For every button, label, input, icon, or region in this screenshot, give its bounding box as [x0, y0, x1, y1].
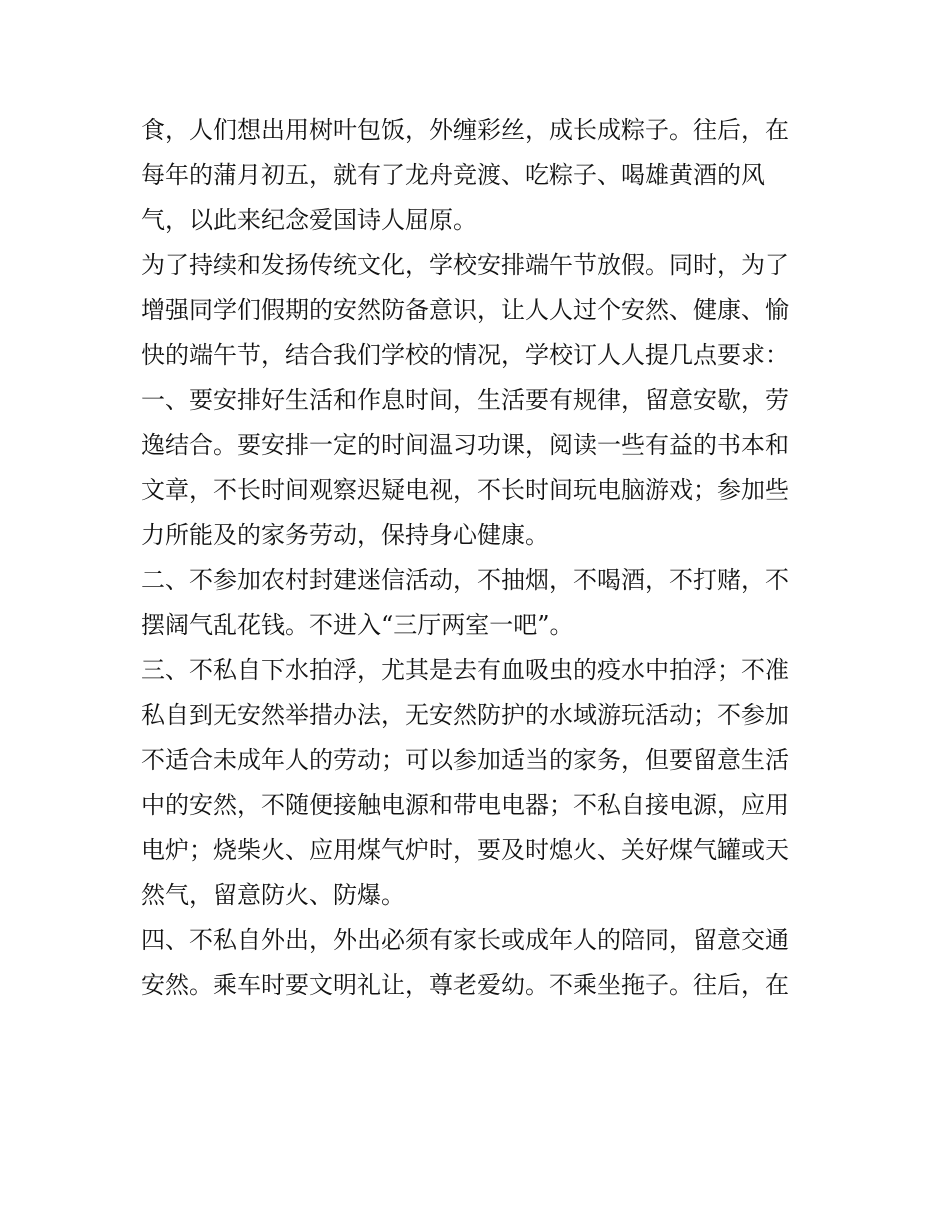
text-line: 三、不私自下水拍浮，尤其是去有血吸虫的疫水中拍浮；不准	[141, 656, 789, 684]
document-body	[141, 108, 813, 1008]
text-line: 食，人们想出用树叶包饭，外缠彩丝，成长成粽子。往后，在	[141, 116, 789, 144]
text-line: 为了持续和发扬传统文化，学校安排端午节放假。同时，为了	[141, 251, 789, 279]
paragraph	[141, 648, 813, 918]
text-line: 每年的蒲月初五，就有了龙舟竞渡、吃粽子、喝雄黄酒的风	[141, 161, 765, 189]
text-line: 不适合未成年人的劳动；可以参加适当的家务，但要留意生活	[141, 746, 789, 774]
paragraph	[141, 378, 813, 558]
text-line: 气，以此来纪念爱国诗人屈原。	[141, 206, 477, 234]
text-line: 中的安然，不随便接触电源和带电电器；不私自接电源，应用	[141, 791, 789, 819]
text-line: 文章，不长时间观察迟疑电视，不长时间玩电脑游戏；参加些	[141, 476, 789, 504]
text-line: 私自到无安然举措办法，无安然防护的水域游玩活动；不参加	[141, 701, 789, 729]
text-line: 电炉；烧柴火、应用煤气炉时，要及时熄火、关好煤气罐或天	[141, 836, 789, 864]
text-line: 二、不参加农村封建迷信活动，不抽烟，不喝酒，不打赌，不	[141, 566, 789, 594]
paragraph	[141, 108, 813, 243]
text-line: 然气，留意防火、防爆。	[141, 881, 405, 909]
text-line: 快的端午节，结合我们学校的情况，学校订人人提几点要求：	[141, 341, 789, 369]
paragraph	[141, 558, 813, 648]
text-line: 四、不私自外出，外出必须有家长或成年人的陪同，留意交通	[141, 926, 789, 954]
text-line: 逸结合。要安排一定的时间温习功课，阅读一些有益的书本和	[141, 431, 789, 459]
text-line: 一、要安排好生活和作息时间，生活要有规律，留意安歇，劳	[141, 386, 789, 414]
text-line: 增强同学们假期的安然防备意识，让人人过个安然、健康、愉	[141, 296, 789, 324]
text-line: 摆阔气乱花钱。不进入“三厅两室一吧”。	[141, 611, 574, 639]
paragraph	[141, 243, 813, 378]
text-line: 安然。乘车时要文明礼让，尊老爱幼。不乘坐拖子。往后，在	[141, 971, 789, 999]
text-line: 力所能及的家务劳动，保持身心健康。	[141, 521, 549, 549]
paragraph	[141, 918, 813, 1008]
